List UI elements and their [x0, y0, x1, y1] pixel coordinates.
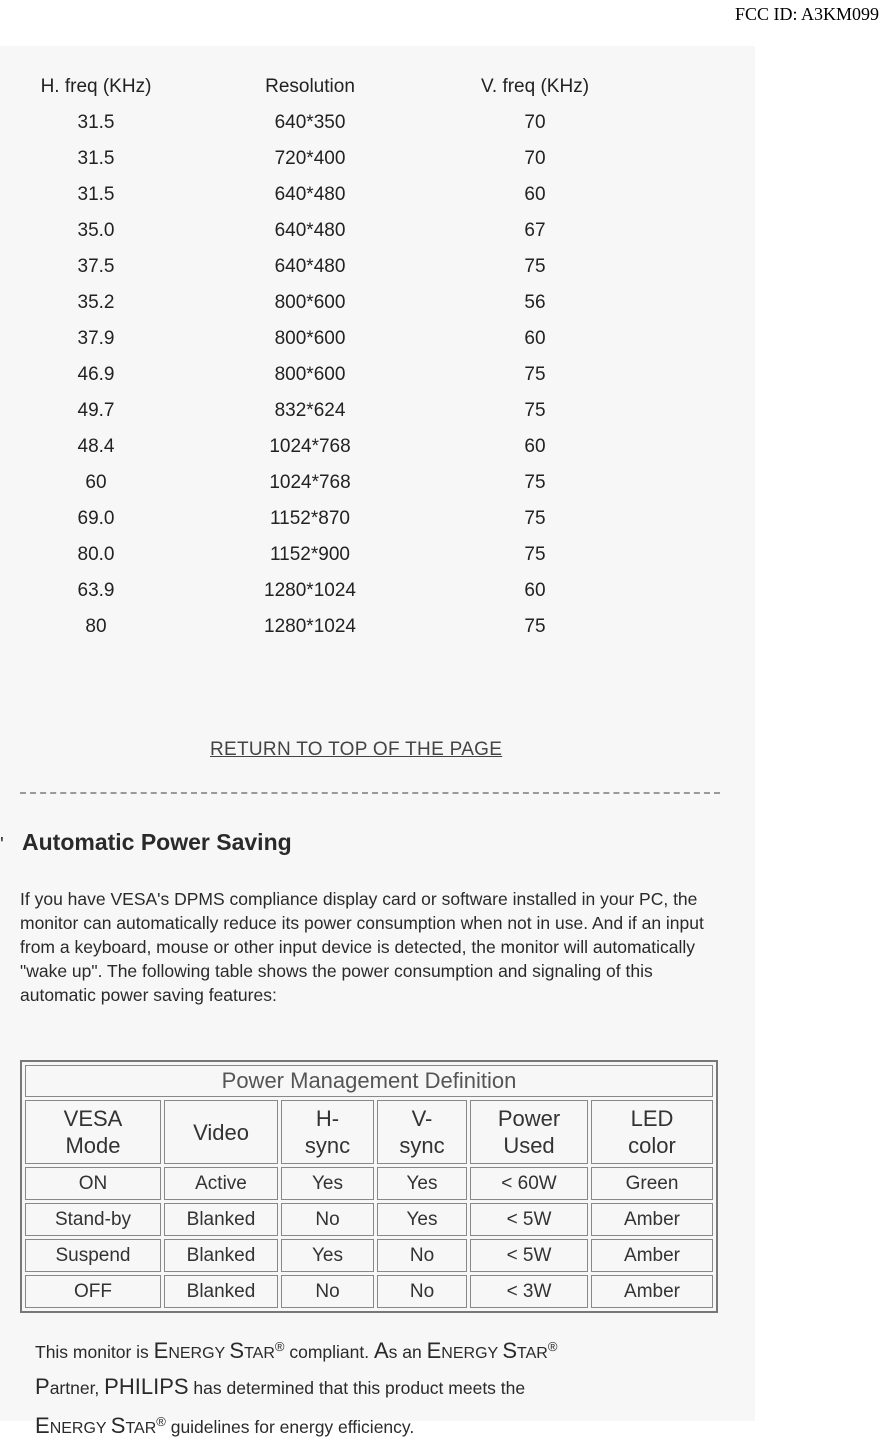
header-cell [164, 1100, 278, 1164]
led-color-cell: Amber [591, 1203, 713, 1236]
power-table-header-row [25, 1100, 713, 1164]
table-row [0, 580, 755, 610]
h-freq-cell: 46.9 [77, 364, 115, 385]
table-row [0, 256, 755, 286]
v-sync-cell: No [377, 1239, 467, 1272]
resolution-cell: 800*600 [274, 364, 346, 385]
v-freq-cell: 60 [524, 184, 546, 205]
section-title: Automatic Power Saving [22, 829, 292, 855]
h-freq-cell: 60 [85, 472, 107, 493]
v-freq-cell: 75 [524, 256, 546, 277]
fcc-id: FCC ID: A3KM099 [734, 4, 879, 24]
header-line: Mode [65, 1133, 121, 1158]
led-color-cell: Green [591, 1167, 713, 1200]
power-used-cell: < 5W [470, 1239, 588, 1272]
h-freq-cell: 80 [85, 616, 107, 637]
power-management-table [20, 1060, 718, 1313]
header-line: V- [411, 1106, 433, 1131]
table-row [0, 148, 755, 178]
table-row [0, 328, 755, 358]
h-freq-cell: 80.0 [77, 544, 115, 565]
resolution-cell: 1152*870 [270, 508, 350, 529]
resolution-cell: 720*400 [274, 148, 346, 169]
table-row [0, 436, 755, 466]
v-sync-cell: Yes [377, 1167, 467, 1200]
resolution-cell: 1280*1024 [264, 616, 356, 637]
header-line: color [628, 1133, 676, 1158]
resolution-cell: 832*624 [274, 400, 346, 421]
h-freq-header: H. freq (KHz) [40, 76, 152, 97]
header-cell [281, 1100, 374, 1164]
resolution-cell: 640*350 [274, 112, 346, 133]
h-freq-cell: 35.2 [77, 292, 115, 313]
return-to-top-link[interactable]: RETURN TO TOP OF THE PAGE [210, 739, 503, 760]
v-freq-cell: 60 [524, 436, 546, 457]
bullet-mark: ' [0, 834, 4, 856]
video-cell: Blanked [164, 1275, 278, 1308]
header-line: sync [399, 1133, 445, 1158]
header-cell [377, 1100, 467, 1164]
v-freq-header: V. freq (KHz) [480, 76, 590, 97]
v-freq-cell: 60 [524, 328, 546, 349]
table-row [0, 616, 755, 646]
header-line: Video [193, 1119, 249, 1145]
header-line: LED [630, 1106, 674, 1131]
v-freq-cell: 70 [524, 112, 546, 133]
table-row [0, 184, 755, 214]
h-sync-cell: Yes [281, 1239, 374, 1272]
v-freq-cell: 75 [524, 400, 546, 421]
section-divider [20, 792, 720, 794]
resolution-cell: 800*600 [274, 292, 346, 313]
h-freq-cell: 37.5 [77, 256, 115, 277]
header-cell [470, 1100, 588, 1164]
table-row [25, 1203, 713, 1236]
h-freq-cell: 37.9 [77, 328, 115, 349]
vesa-mode-cell: Stand-by [25, 1203, 161, 1236]
intro-paragraph: If you have VESA's DPMS compliance display card or software installed in your PC, the monitor can automatically reduce its power consumption when not in use. And if an input from a keyboard, mouse or other input device is detected, the monitor will automatically "wake up". The following table shows the power consumption and signaling of this automatic power saving features: [20, 889, 704, 1005]
video-cell: Blanked [164, 1239, 278, 1272]
h-freq-cell: 31.5 [77, 148, 115, 169]
video-cell: Blanked [164, 1203, 278, 1236]
vesa-mode-cell: Suspend [25, 1239, 161, 1272]
resolution-cell: 1280*1024 [264, 580, 356, 601]
v-freq-cell: 70 [524, 148, 546, 169]
header-cell [591, 1100, 713, 1164]
table-row [0, 472, 755, 502]
video-cell: Active [164, 1167, 278, 1200]
table-row [0, 364, 755, 394]
v-sync-cell: Yes [377, 1203, 467, 1236]
header-line: Used [503, 1133, 555, 1158]
header-line: H- [315, 1106, 340, 1131]
h-sync-cell: No [281, 1275, 374, 1308]
table-row [25, 1275, 713, 1308]
v-freq-cell: 75 [524, 616, 546, 637]
led-color-cell: Amber [591, 1239, 713, 1272]
v-freq-cell: 75 [524, 364, 546, 385]
h-freq-cell: 63.9 [77, 580, 115, 601]
table-row [0, 220, 755, 250]
v-freq-cell: 56 [524, 292, 546, 313]
v-freq-cell: 60 [524, 580, 546, 601]
table-row [0, 400, 755, 430]
v-freq-cell: 67 [524, 220, 546, 241]
h-freq-cell: 49.7 [77, 400, 115, 421]
header-line: Power [497, 1106, 561, 1131]
resolution-cell: 1024*768 [269, 472, 351, 493]
power-table-caption: Power Management Definition [25, 1065, 713, 1097]
h-freq-cell: 31.5 [77, 184, 115, 205]
energy-star-statement: This monitor is ENERGY STAR® compliant. As an ENERGY STAR® Partner, PHILIPS has determined that this product meets the ENERGY STAR® guidelines for energy efficiency. [35, 1337, 558, 1438]
vesa-mode-cell: OFF [25, 1275, 161, 1308]
frequency-table-header [0, 76, 755, 106]
resolution-cell: 640*480 [274, 184, 346, 205]
resolution-cell: 1152*900 [270, 544, 350, 565]
h-freq-cell: 31.5 [77, 112, 115, 133]
v-sync-cell: No [377, 1275, 467, 1308]
v-freq-cell: 75 [524, 472, 546, 493]
vesa-mode-cell: ON [25, 1167, 161, 1200]
resolution-cell: 640*480 [274, 220, 346, 241]
h-sync-cell: No [281, 1203, 374, 1236]
v-freq-cell: 75 [524, 508, 546, 529]
table-row [0, 544, 755, 574]
header-cell [25, 1100, 161, 1164]
led-color-cell: Amber [591, 1275, 713, 1308]
power-used-cell: < 60W [470, 1167, 588, 1200]
table-row [25, 1239, 713, 1272]
table-row [25, 1167, 713, 1200]
resolution-cell: 1024*768 [269, 436, 351, 457]
resolution-cell: 640*480 [274, 256, 346, 277]
table-row [0, 292, 755, 322]
table-row [0, 112, 755, 142]
v-freq-cell: 75 [524, 544, 546, 565]
resolution-header: Resolution [265, 76, 355, 97]
power-used-cell: < 5W [470, 1203, 588, 1236]
h-freq-cell: 48.4 [77, 436, 115, 457]
table-row [0, 508, 755, 538]
h-sync-cell: Yes [281, 1167, 374, 1200]
header-line: VESA [63, 1106, 123, 1131]
header-line: sync [304, 1133, 351, 1158]
h-freq-cell: 69.0 [77, 508, 115, 529]
resolution-cell: 800*600 [274, 328, 346, 349]
h-freq-cell: 35.0 [77, 220, 115, 241]
power-table-caption-row [25, 1065, 713, 1097]
power-used-cell: < 3W [470, 1275, 588, 1308]
